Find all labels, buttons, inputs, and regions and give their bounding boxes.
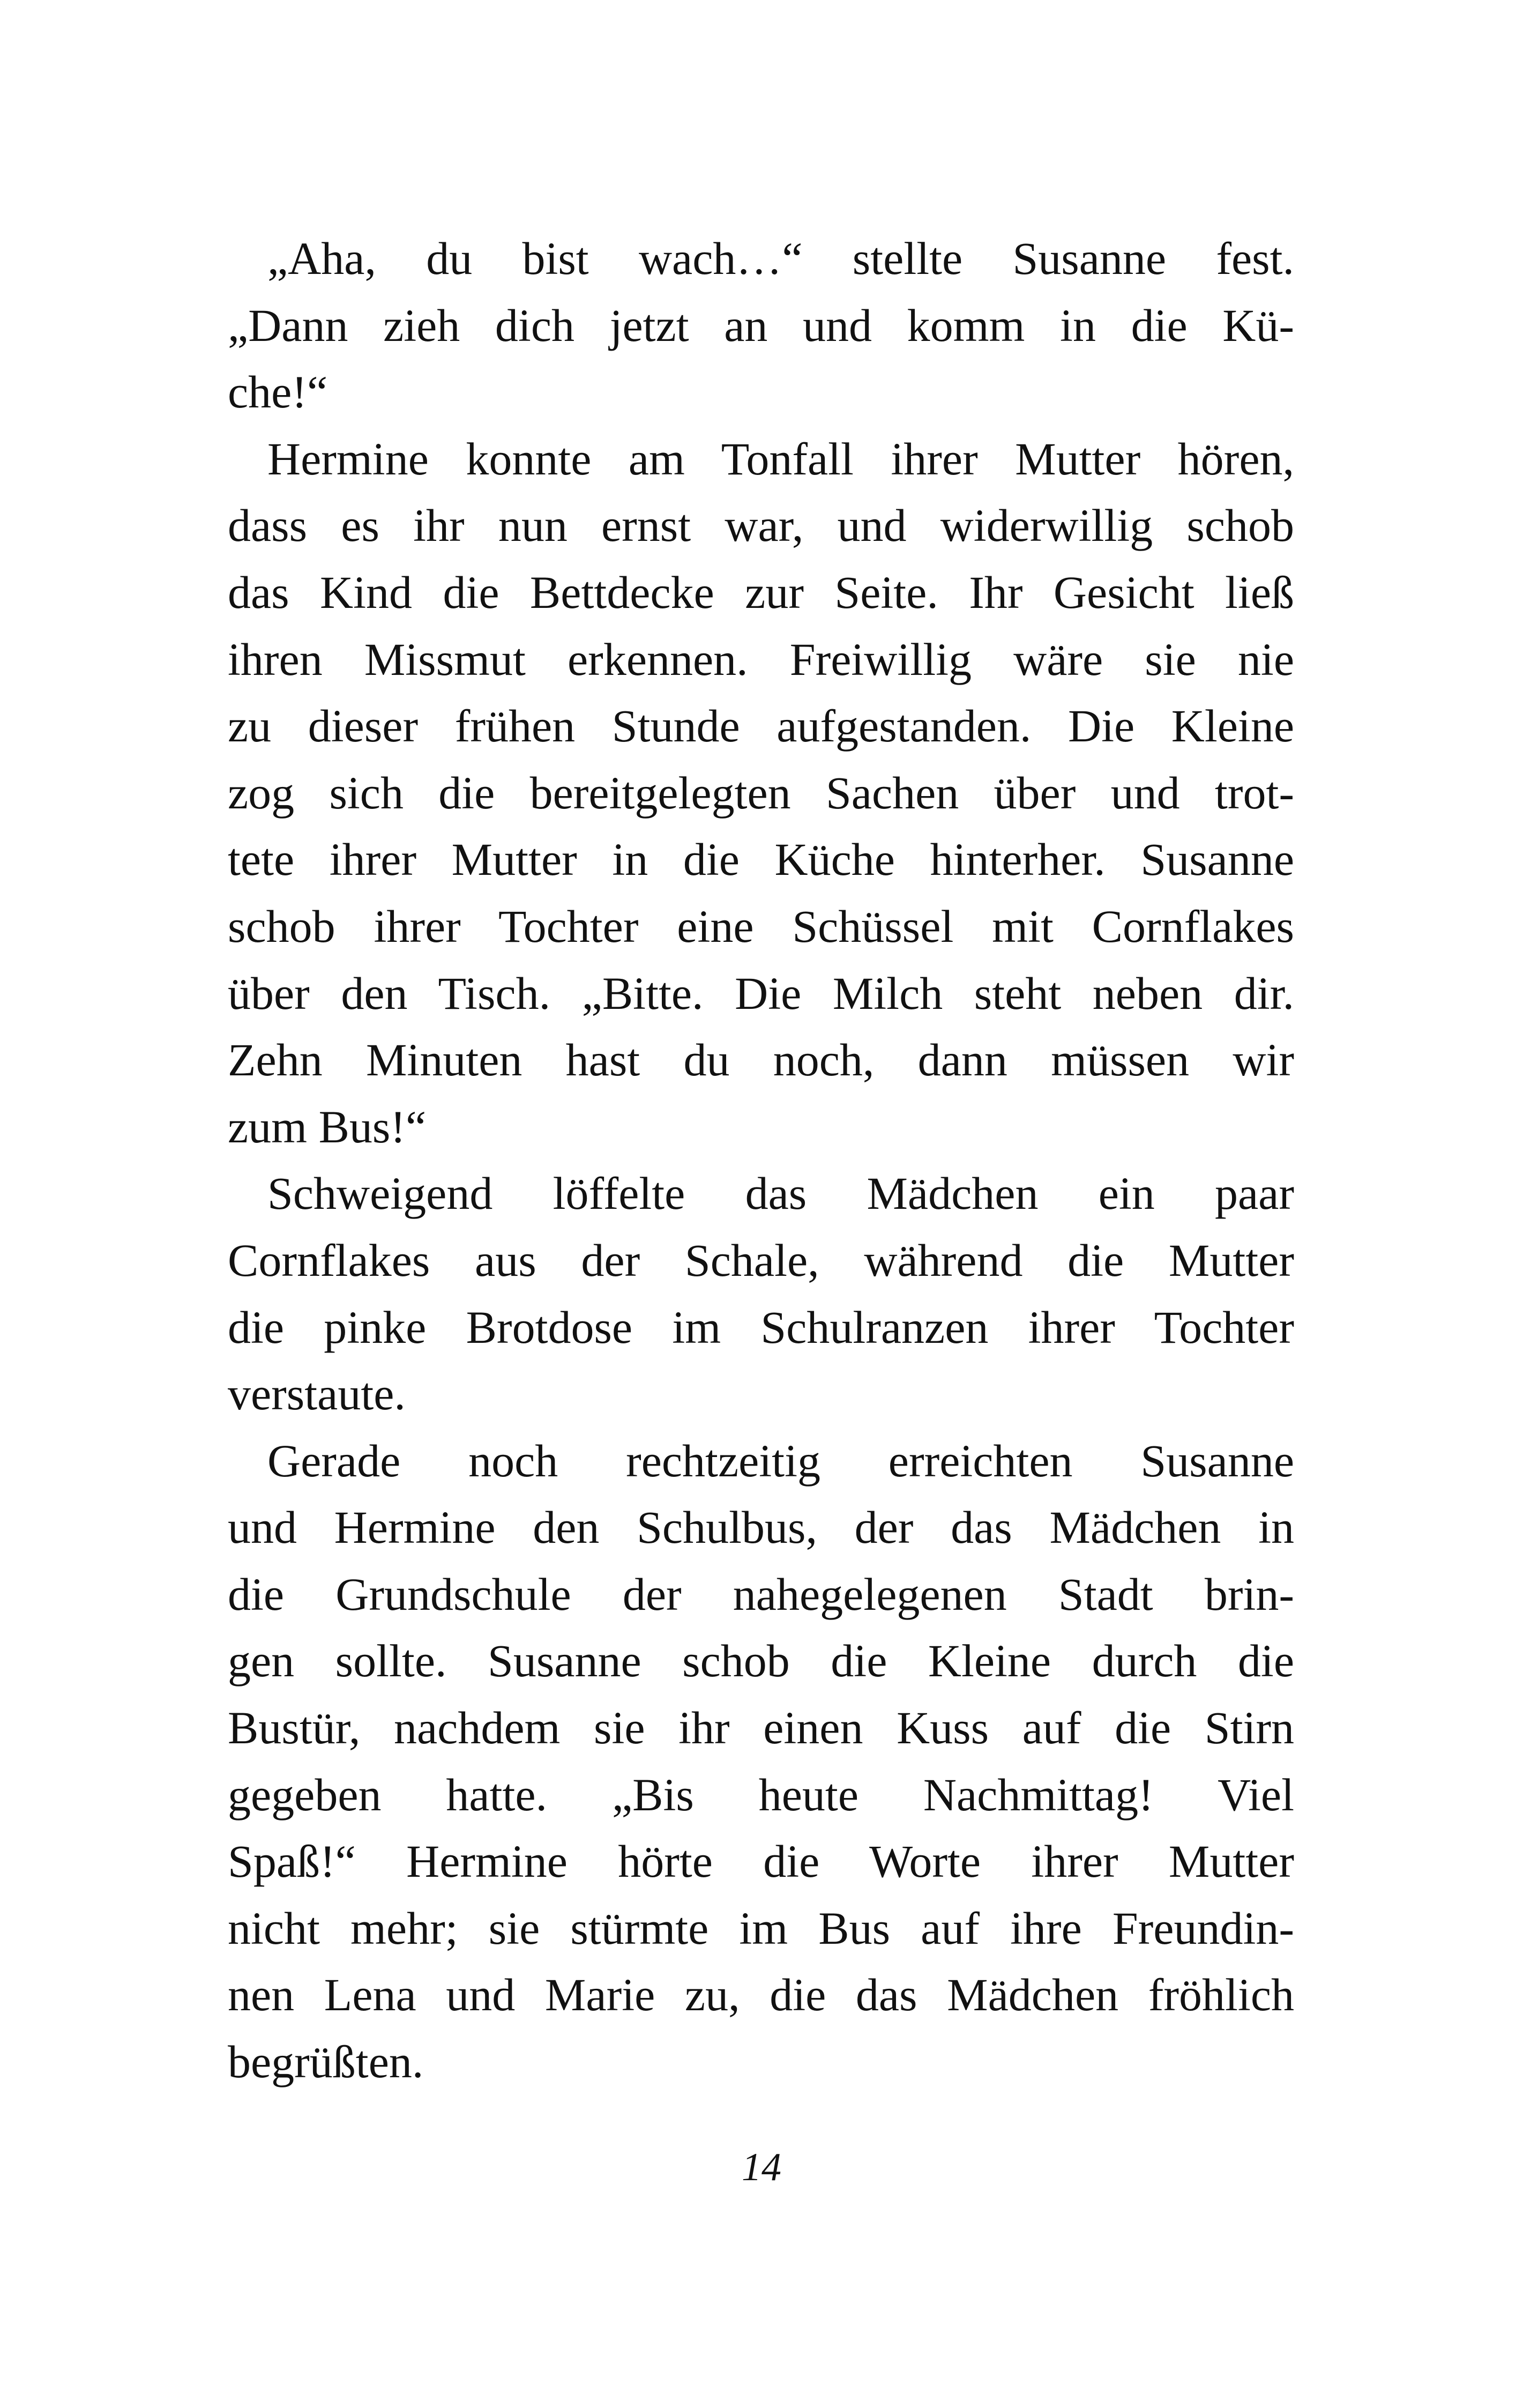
page-number: 14 (742, 2145, 781, 2189)
text-line: Zehn Minuten hast du noch, dann müssen wir (228, 1034, 1294, 1086)
text-line: die Grundschule der nahegelegenen Stadt brin- (228, 1568, 1294, 1620)
text-line: ihren Missmut erkennen. Freiwillig wäre sie nie (228, 633, 1294, 685)
text-line: Hermine konnte am Tonfall ihrer Mutter hören, (267, 433, 1294, 485)
text-line: Schweigend löffelte das Mädchen ein paar (267, 1168, 1294, 1220)
text-line: verstaute. (228, 1368, 406, 1420)
text-line: zog sich die bereitgelegten Sachen über und trot- (228, 767, 1294, 819)
text-line: das Kind die Bettdecke zur Seite. Ihr Gesicht ließ (228, 566, 1294, 618)
text-line: Gerade noch rechtzeitig erreichten Susanne (267, 1435, 1294, 1487)
body-text (228, 225, 1294, 2095)
text-line: gen sollte. Susanne schob die Kleine durch die (228, 1635, 1294, 1687)
text-line: über den Tisch. „Bitte. Die Milch steht neben dir. (228, 967, 1294, 1019)
text-line: gegeben hatte. „Bis heute Nachmittag! Viel (228, 1768, 1294, 1820)
text-line: nen Lena und Marie zu, die das Mädchen fröhlich (228, 1969, 1294, 2021)
text-line: „Aha, du bist wach…“ stellte Susanne fest. (267, 233, 1294, 284)
paragraph (228, 225, 1294, 426)
text-line: zum Bus!“ (228, 1101, 427, 1153)
text-line: „Dann zieh dich jetzt an und komm in die Kü- (228, 299, 1294, 351)
paragraph (228, 1428, 1294, 2095)
text-line: Cornflakes aus der Schale, während die Mutter (228, 1234, 1294, 1286)
text-line: Spaß!“ Hermine hörte die Worte ihrer Mutter (228, 1835, 1294, 1887)
text-line: che!“ (228, 366, 328, 418)
text-line: tete ihrer Mutter in die Küche hinterher. Susanne (228, 834, 1294, 886)
text-line: die pinke Brotdose im Schulranzen ihrer Tochter (228, 1301, 1294, 1353)
text-line: und Hermine den Schulbus, der das Mädchen in (228, 1502, 1294, 1554)
text-line: begrüßten. (228, 2036, 424, 2088)
text-line: schob ihrer Tochter eine Schüssel mit Cornflakes (228, 900, 1294, 952)
text-line: nicht mehr; sie stürmte im Bus auf ihre Freundin- (228, 1902, 1294, 1954)
text-line: dass es ihr nun ernst war, und widerwillig schob (228, 500, 1294, 552)
text-line: Bustür, nachdem sie ihr einen Kuss auf die Stirn (228, 1702, 1294, 1754)
paragraph (228, 1160, 1294, 1427)
text-line: zu dieser frühen Stunde aufgestanden. Die Kleine (228, 700, 1294, 752)
paragraph (228, 426, 1294, 1161)
